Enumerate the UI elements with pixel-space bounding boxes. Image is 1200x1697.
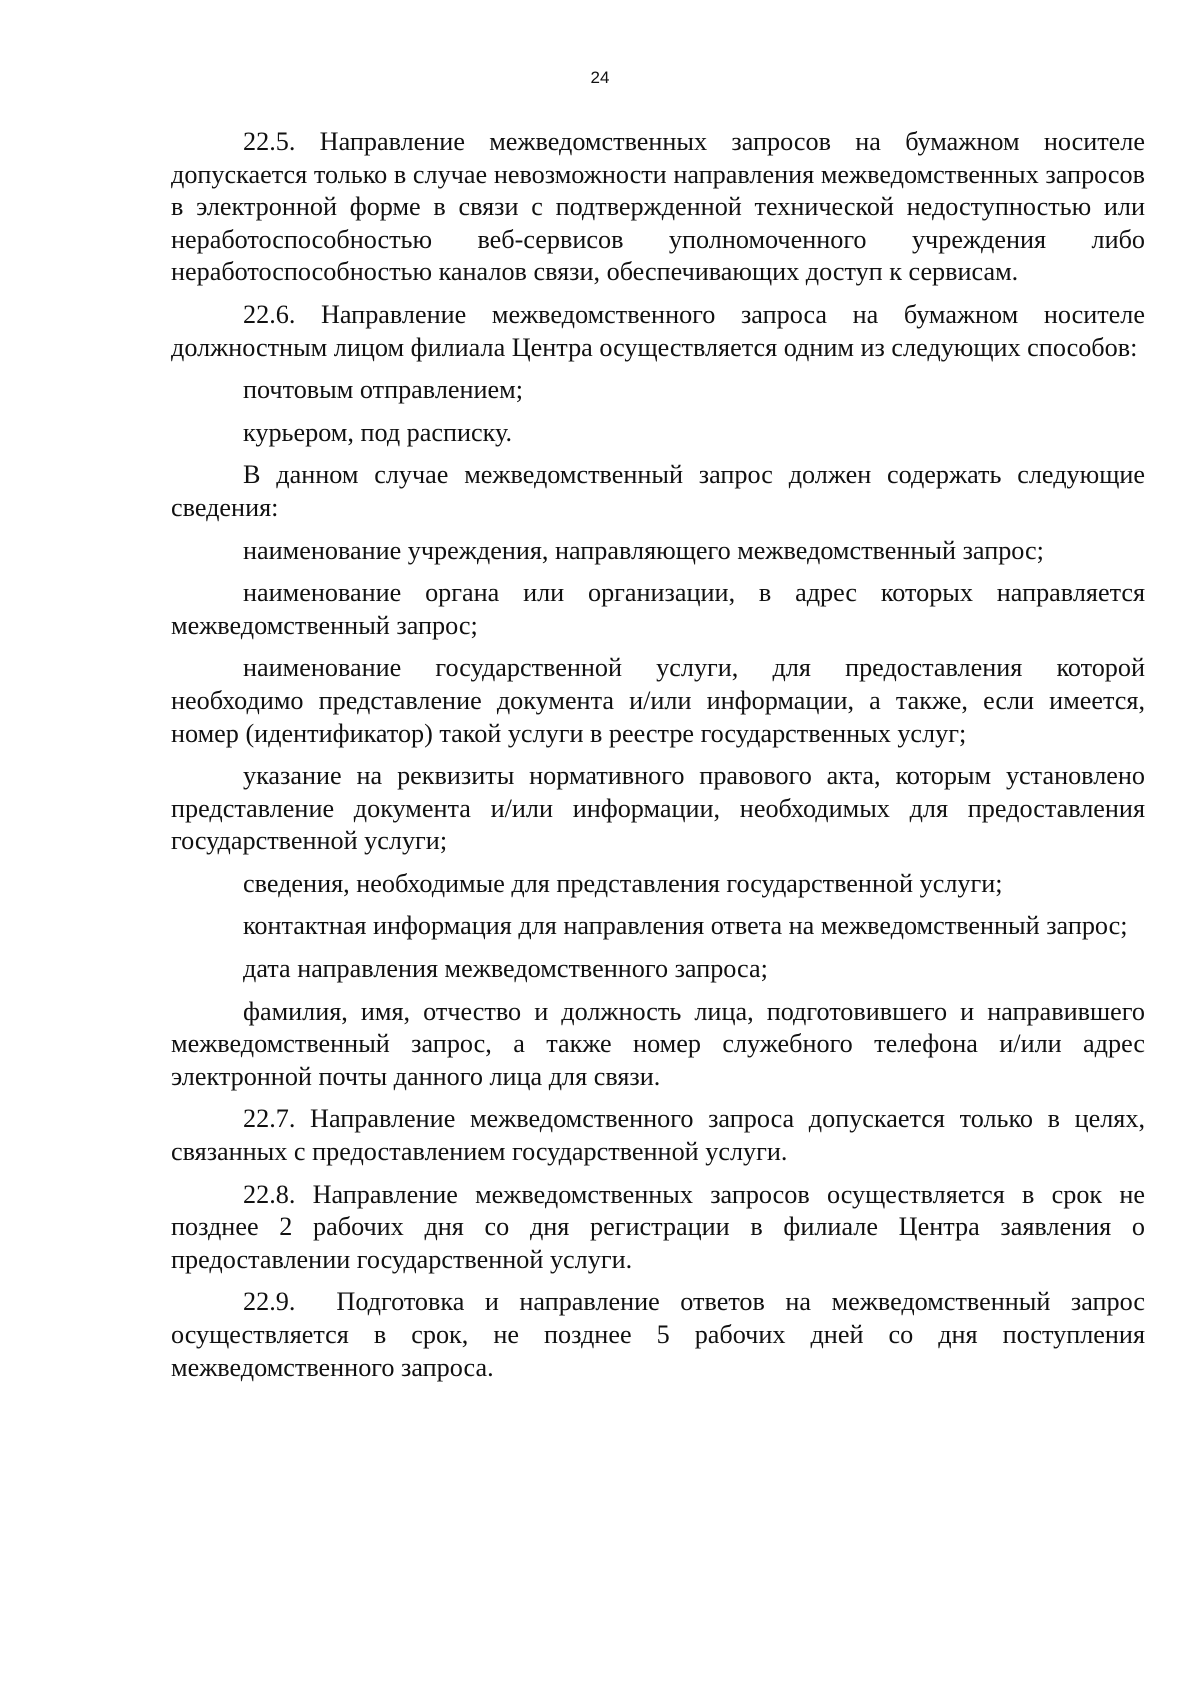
list-item-request-date: дата направления межведомственного запроса; bbox=[243, 954, 768, 984]
list-item-official-details: фамилия, имя, отчество и должность лица, подготовившего и направившего межведомственный запрос, а также номер служебного телефона и/или адрес электронной почты данного лица для связи. bbox=[171, 996, 1152, 1091]
paragraph-22-5: 22.5. Направление межведомственных запросов на бумажном носителе допускается только в случае невозможности направления межведомственных запросов в электронной форме в связи с подтвержденной технической недоступностью или неработоспособностью веб-сервисов уполномоченного учреждения либо неработоспособностью каналов связи, обеспечивающих доступ к сервисам. bbox=[171, 127, 1152, 287]
paragraph-22-6: 22.6. Направление межведомственного запроса на бумажном носителе должностным лицом филиала Центра осуществляется одним из следующих способов: bbox=[171, 299, 1152, 362]
document-body bbox=[171, 126, 1152, 1394]
list-item-recipient-name: наименование органа или организации, в адрес которых направляется межведомственный запрос; bbox=[171, 578, 1152, 640]
list-item-legal-act: указание на реквизиты нормативного правового акта, которым установлено представление документа и/или информации, необходимых для предоставления государственной услуги; bbox=[171, 761, 1152, 856]
list-item-courier: курьером, под расписку. bbox=[243, 417, 513, 447]
list-item-institution-name: наименование учреждения, направляющего межведомственный запрос; bbox=[243, 535, 1044, 565]
list-item-required-data: сведения, необходимые для представления государственной услуги; bbox=[243, 868, 1003, 898]
paragraph-required-info: В данном случае межведомственный запрос должен содержать следующие сведения: bbox=[171, 460, 1152, 522]
page-number: 24 bbox=[590, 68, 610, 87]
list-item-contact-info: контактная информация для направления ответа на межведомственный запрос; bbox=[243, 911, 1128, 941]
list-item-mail: почтовым отправлением; bbox=[243, 375, 524, 405]
paragraph-22-7: 22.7. Направление межведомственного запроса допускается только в целях, связанных с предоставлением государственной услуги. bbox=[171, 1104, 1152, 1167]
paragraph-22-9: 22.9. Подготовка и направление ответов на межведомственный запрос осуществляется в срок, не позднее 5 рабочих дней со дня поступления межведомственного запроса. bbox=[171, 1287, 1152, 1382]
list-item-service-name: наименование государственной услуги, для предоставления которой необходимо представление документа и/или информации, а также, если имеется, номер (идентификатор) такой услуги в реестре государственных услуг; bbox=[171, 653, 1152, 748]
paragraph-22-8: 22.8. Направление межведомственных запросов осуществляется в срок не позднее 2 рабочих дня со дня регистрации в филиале Центра заявления о предоставлении государственной услуги. bbox=[171, 1179, 1152, 1274]
